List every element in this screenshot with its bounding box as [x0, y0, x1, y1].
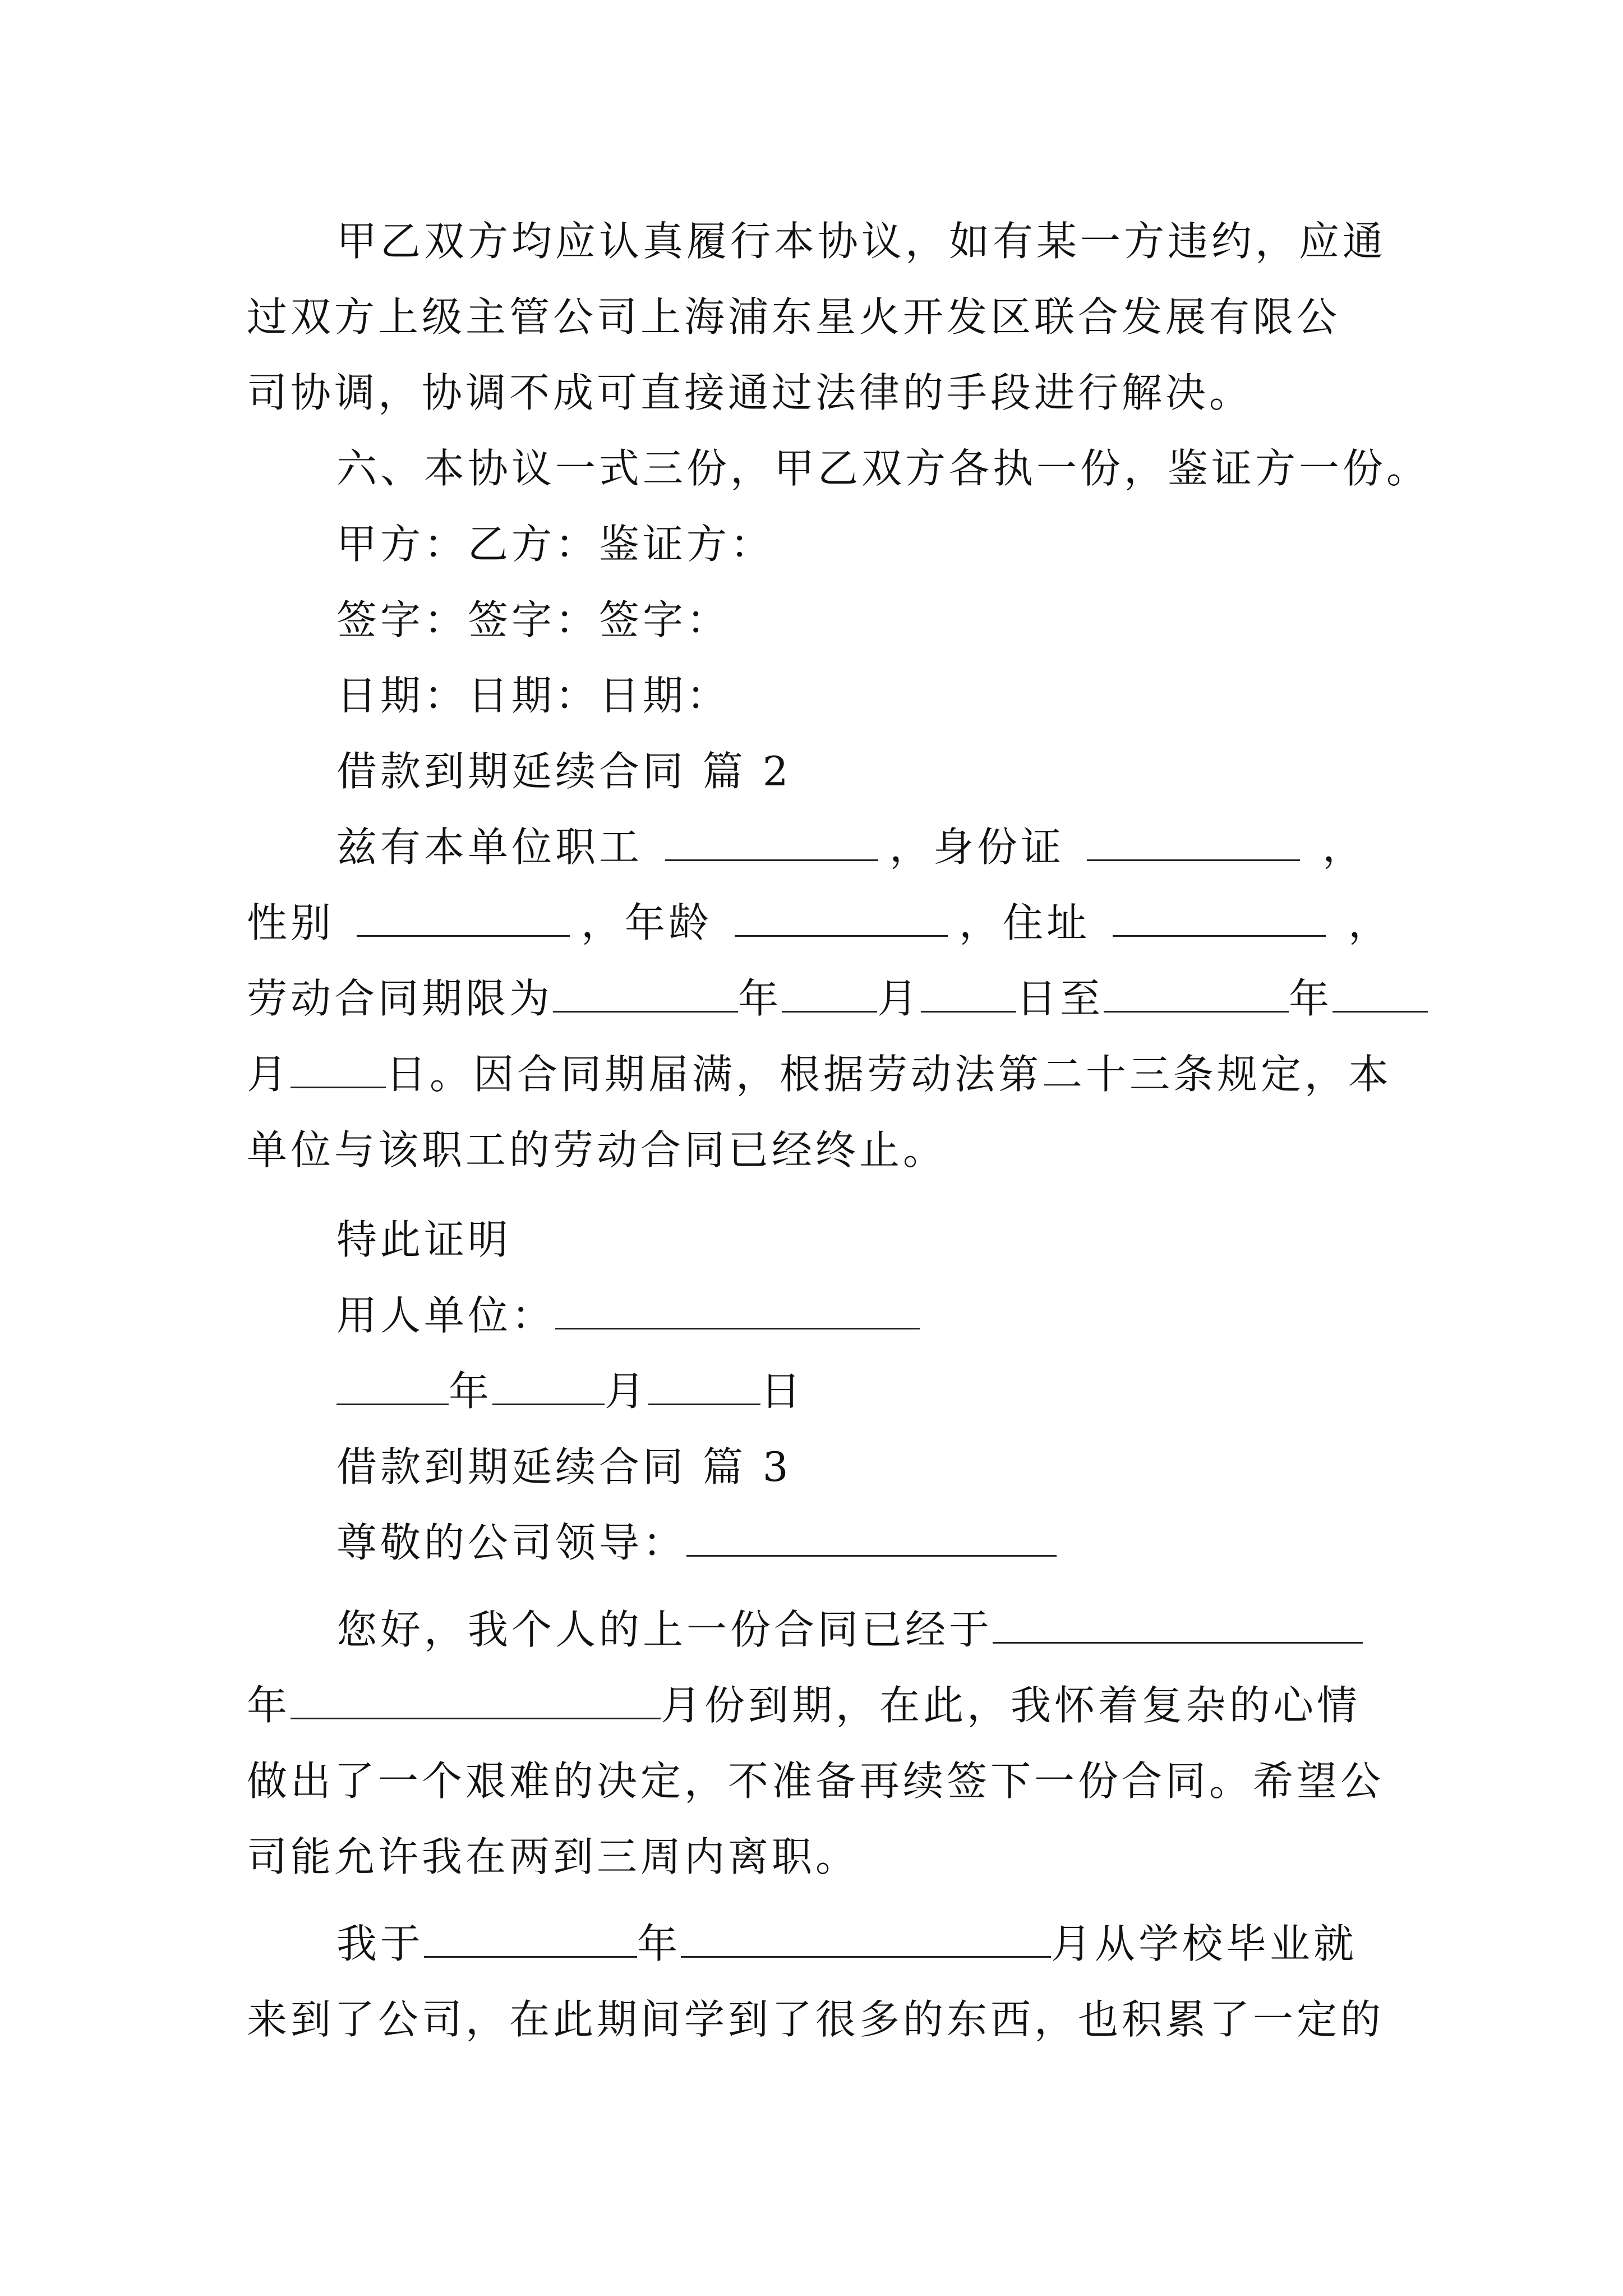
employer-line — [336, 1287, 1514, 1343]
fill-blank — [291, 1047, 386, 1088]
fill-blank — [648, 1364, 760, 1405]
text-segment: 月从学校毕业就 — [1051, 1920, 1358, 1967]
text-segment: 日 — [760, 1368, 805, 1415]
text-segment: 月份到期，在此，我怀着复杂的心情 — [661, 1682, 1361, 1729]
text-segment: ， — [1322, 823, 1367, 871]
form-line — [247, 1046, 1424, 1102]
fill-blank — [921, 972, 1016, 1013]
text-segment: 年 — [1289, 975, 1333, 1022]
form-line — [247, 970, 1424, 1027]
form-line — [336, 1602, 1514, 1658]
text-segment: 劳动合同期限为 — [247, 975, 554, 1022]
fill-blank — [553, 972, 738, 1013]
text-segment: 月 — [247, 1051, 291, 1098]
fill-blank — [686, 1516, 1057, 1557]
text-segment: 用人单位： — [336, 1292, 556, 1339]
text-segment: 尊敬的公司领导： — [336, 1519, 687, 1566]
paragraph-line: 过双方上级主管公司上海浦东星火开发区联合发展有限公 — [247, 293, 1341, 341]
fill-blank — [291, 1678, 661, 1719]
fill-blank — [1087, 820, 1300, 861]
paragraph-line: 六、本协议一式三份，甲乙双方各执一份，鉴证方一份。 — [336, 445, 1431, 492]
text-segment: ，住址 — [959, 899, 1091, 946]
fill-blank — [1104, 972, 1289, 1013]
fill-blank — [555, 1289, 920, 1329]
signature-parties-line: 甲方：乙方：鉴证方： — [336, 521, 774, 568]
paragraph-line: 司协调，协调不成可直接通过法律的手段进行解决。 — [247, 369, 1253, 416]
text-segment: ， — [1348, 899, 1393, 946]
form-line — [336, 1916, 1514, 1972]
text-segment: 年 — [637, 1920, 681, 1967]
text-segment: 兹有本单位职工 — [336, 823, 643, 871]
fill-blank — [782, 972, 877, 1013]
text-segment: ，身份证 — [889, 823, 1065, 871]
text-segment: 日。因合同期届满，根据劳动法第二十三条规定，本 — [386, 1051, 1393, 1098]
text-segment: 年 — [247, 1682, 291, 1729]
text-segment: 月 — [605, 1368, 649, 1415]
text-segment: 您好，我个人的上一份合同已经于 — [336, 1606, 993, 1653]
fill-blank — [357, 896, 570, 937]
text-segment: 年 — [738, 975, 782, 1022]
form-line — [247, 895, 1424, 951]
fill-blank — [336, 1364, 449, 1405]
paragraph-line: 来到了公司，在此期间学到了很多的东西，也积累了一定的 — [247, 1996, 1385, 2043]
form-line — [336, 819, 1514, 875]
paragraph-line: 甲乙双方均应认真履行本协议，如有某一方违约，应通 — [336, 218, 1387, 265]
text-segment: ，年龄 — [581, 899, 713, 946]
signature-line: 签字：签字：签字： — [336, 596, 731, 643]
text-segment: 年 — [449, 1368, 493, 1415]
fill-blank — [492, 1364, 605, 1405]
fill-blank — [681, 1917, 1051, 1958]
fill-blank — [1332, 972, 1428, 1013]
text-segment: 性别 — [247, 899, 335, 946]
fill-blank — [665, 820, 878, 861]
text-segment: 我于 — [336, 1920, 425, 1967]
paragraph-line: 做出了一个艰难的决定，不准备再续签下一份合同。希望公 — [247, 1757, 1385, 1805]
form-line — [247, 1677, 1424, 1733]
section-heading-2: 借款到期延续合同 篇 2 — [336, 748, 792, 795]
paragraph-line: 单位与该职工的劳动合同已经终止。 — [247, 1126, 947, 1174]
paragraph-line: 司能允许我在两到三周内离职。 — [247, 1833, 860, 1880]
fill-blank — [1113, 896, 1326, 937]
text-segment: 月 — [877, 975, 921, 1022]
section-heading-3: 借款到期延续合同 篇 3 — [336, 1443, 792, 1490]
date-line: 日期：日期：日期： — [336, 672, 731, 719]
certification-line: 特此证明 — [336, 1216, 512, 1263]
salutation-line — [336, 1515, 1514, 1571]
fill-blank — [424, 1917, 637, 1958]
date-form-line — [336, 1363, 1514, 1419]
fill-blank — [735, 896, 948, 937]
text-segment: 日至 — [1016, 975, 1104, 1022]
fill-blank — [993, 1603, 1363, 1644]
